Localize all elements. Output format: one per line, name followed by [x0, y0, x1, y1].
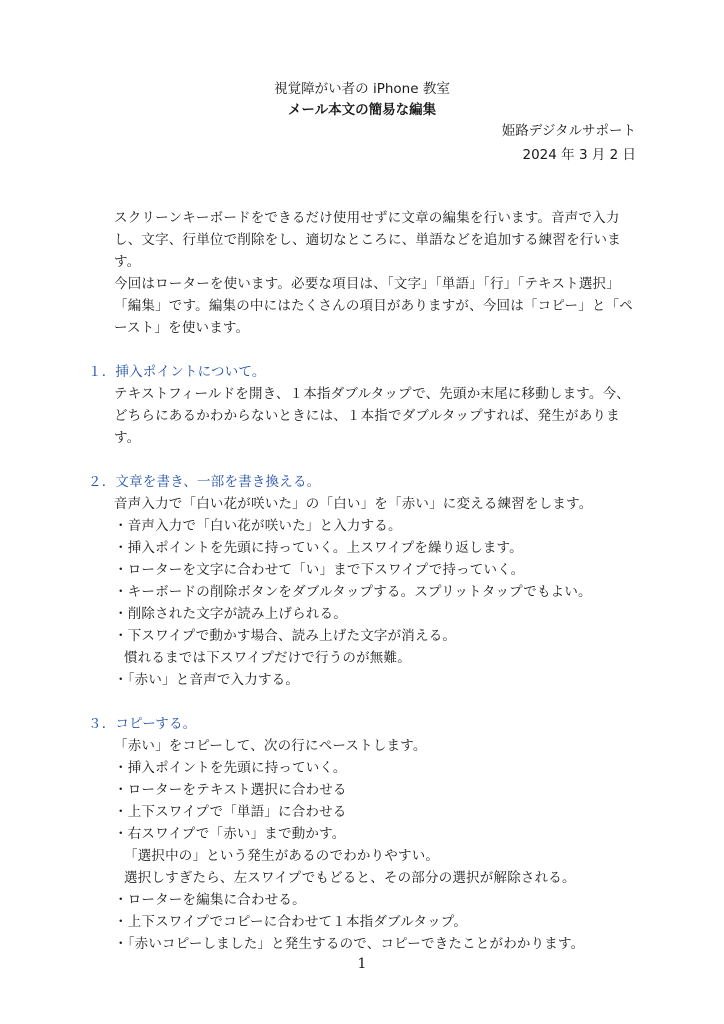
list-item: ・挿入ポイントを先頭に持っていく。上スワイプを繰り返します。: [114, 540, 523, 556]
list-item: ・ローターを文字に合わせて「い」まで下スワイプで持っていく。: [114, 562, 525, 578]
list-item: ・上下スワイプでコピーに合わせて１本指ダブルタップ。: [114, 914, 468, 930]
section-intro: 音声入力で「白い花が咲いた」の「白い」を「赤い」に変える練習をします。: [114, 496, 593, 512]
section-1: [88, 361, 636, 449]
section-2: [88, 471, 636, 691]
list-item-continuation: 「選択中の」という発生があるのでわかりやすい。: [124, 848, 440, 864]
organization-name: 姫路デジタルサポート: [501, 123, 636, 139]
page-number: 1: [357, 956, 367, 972]
section-intro: 「赤い」をコピーして、次の行にペーストします。: [114, 738, 427, 754]
list-item: ・「赤いコピーしました」と発生するので、コピーできたことがわかります。: [114, 936, 585, 952]
list-item: ・上下スワイプで「単語」に合わせる: [114, 804, 347, 820]
list-item: ・挿入ポイントを先頭に持っていく。: [114, 760, 347, 776]
list-item: ・削除された文字が読み上げられる。: [114, 606, 347, 622]
list-item-continuation: 選択しすぎたら、左スワイプでもどると、その部分の選択が解除される。: [124, 870, 576, 886]
intro-paragraph: 今回はローターを使います。必要な項目は、「文字」「単語」「行」「テキスト選択」「編集」です。編集の中にはたくさんの項目がありますが、今回は「コピー」と「ペースト」を使います。: [114, 276, 633, 336]
list-item-continuation: 慣れるまでは下スワイプだけで行うのが無難。: [124, 650, 411, 666]
list-item: ・キーボードの削除ボタンをダブルタップする。スプリットタップでもよい。: [114, 584, 592, 600]
list-item: ・「赤い」と音声で入力する。: [114, 672, 300, 688]
intro-paragraph: スクリーンキーボードをできるだけ使用せずに文章の編集を行います。音声で入力し、文字、行単位で削除をし、適切なところに、単語などを追加する練習を行います。: [114, 210, 621, 270]
section-intro: テキストフィールドを開き、１本指ダブルタップで、先頭か末尾に移動します。今、どちらにあるかわからないときには、１本指でダブルタップすれば、発生があります。: [114, 386, 631, 446]
document-title: 視覚障がい者の iPhone 教室: [274, 81, 450, 97]
list-item: ・ローターを編集に合わせる。: [114, 892, 306, 908]
list-item: ・下スワイプで動かす場合、読み上げた文字が消える。: [114, 628, 457, 644]
document-subtitle: メール本文の簡易な編集: [287, 102, 437, 118]
section-heading: ３．コピーする。: [88, 716, 197, 732]
section-3: [88, 713, 636, 955]
list-item: ・ローターをテキスト選択に合わせる: [114, 782, 347, 798]
list-item: ・音声入力で「白い花が咲いた」と入力する。: [114, 518, 402, 534]
list-item: ・右スワイプで「赤い」まで動かす。: [114, 826, 346, 842]
section-heading: ２．文章を書き、一部を書き換える。: [88, 474, 321, 490]
document-body: [88, 207, 636, 955]
section-heading: １．挿入ポイントについて。: [88, 364, 266, 380]
document-date: 2024 年 3 月 2 日: [522, 147, 636, 163]
